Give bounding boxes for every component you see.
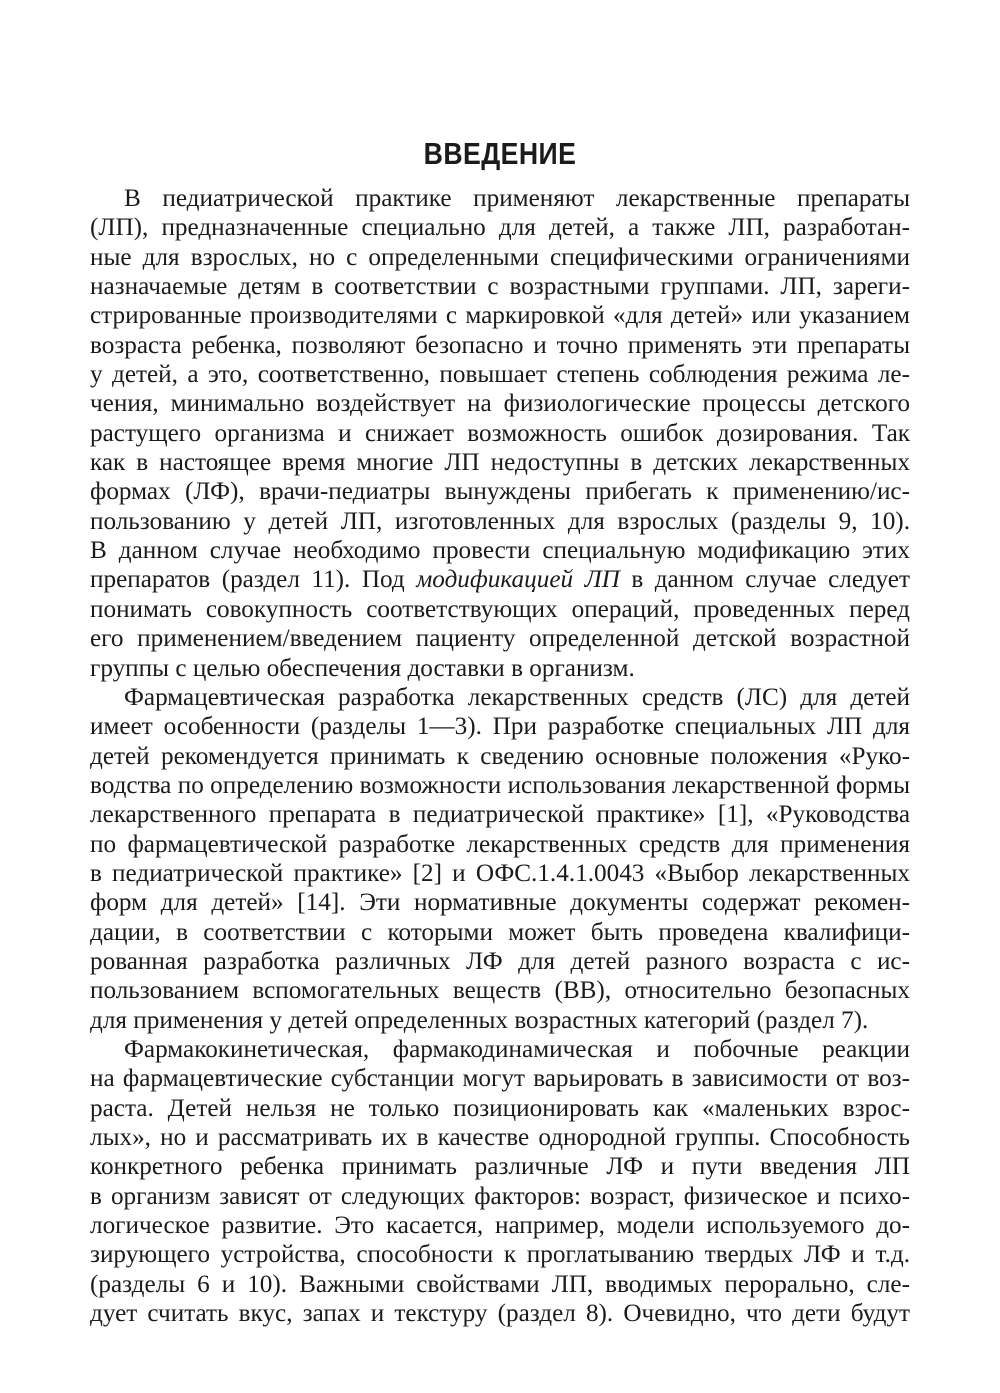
text-line: зирующего устройства, способности к проглатыванию твердых ЛФ и т.д. [90, 1241, 910, 1269]
text-line: чения, минимально воздействует на физиологические процессы детского [90, 390, 910, 418]
text-line: В педиатрической практике применяют лекарственные препараты [124, 185, 910, 212]
text-line: ные для взрослых, но с определенными специфическими ограничениями [90, 243, 910, 271]
emphasized-term: модификацией ЛП [416, 566, 620, 594]
text-line: логическое развитие. Это касается, например, модели используемого до- [90, 1212, 910, 1240]
text-line: детей рекомендуется принимать к сведению основные положения «Руко- [90, 742, 910, 770]
text-line: на фармацевтические субстанции могут варьировать в зависимости от воз- [90, 1065, 910, 1093]
text-line: лых», но и рассматривать их в качестве однородной группы. Способность [90, 1124, 910, 1151]
text-line: группы с целью обеспечения доставки в организм. [90, 654, 635, 682]
text-line: возраста ребенка, позволяют безопасно и точно применять эти препараты [90, 331, 910, 359]
text-line: как в настоящее время многие ЛП недоступны в детских лекарственных [90, 449, 910, 477]
text-run: в данном случае следует [619, 566, 910, 594]
text-line: пользованию у детей ЛП, изготовленных для взрослых (разделы 9, 10). [90, 507, 910, 535]
text-line: назначаемые детям в соответствии с возрастными группами. ЛП, зареги- [90, 273, 910, 301]
text-line: дует считать вкус, запах и текстуру (раздел 8). Очевидно, что дети будут [90, 1300, 910, 1328]
text-line: стрированные производителями с маркировкой «для детей» или указанием [90, 302, 910, 330]
paragraph-2 [90, 683, 910, 1035]
text-line: формах (ЛФ), врачи-педиатры вынуждены прибегать к применению/ис- [90, 478, 910, 506]
text-line: водства по определению возможности использования лекарственной формы [90, 771, 910, 799]
text-line: раста. Детей нельзя не только позиционировать как «маленьких взрос- [90, 1094, 910, 1122]
text-line: В данном случае необходимо провести специальную модификацию этих [90, 537, 910, 565]
text-line: для применения у детей определенных возрастных категорий (раздел 7). [90, 1006, 869, 1034]
text-line: у детей, а это, соответственно, повышает степень соблюдения режима ле- [90, 361, 910, 389]
paragraph-1 [90, 184, 910, 683]
page-title: ВВЕДЕНИЕ [423, 136, 577, 171]
text-line: лекарственного препарата в педиатрической практике» [1], «Руководства [90, 801, 910, 829]
text-line: Фармакокинетическая, фармакодинамическая и побочные реакции [124, 1035, 910, 1063]
text-line: растущего организма и снижает возможность ошибок дозирования. Так [90, 419, 910, 447]
text-line: Фармацевтическая разработка лекарственных средств (ЛС) для детей [124, 683, 910, 711]
text-line: по фармацевтической разработке лекарственных средств для применения [90, 830, 910, 858]
text-line: конкретного ребенка принимать различные ЛФ и пути введения ЛП [90, 1153, 910, 1181]
text-line: пользованием вспомогательных веществ (ВВ), относительно безопасных [90, 977, 910, 1005]
text-run: препаратов (раздел 11). Под [90, 566, 417, 594]
text-line: (ЛП), предназначенные специально для детей, а также ЛП, разработан- [90, 214, 910, 242]
text-line: в организм зависят от следующих факторов: возраст, физическое и психо- [90, 1182, 910, 1210]
text-line: форм для детей» [14]. Эти нормативные документы содержат рекомен- [90, 889, 910, 917]
text-line: в педиатрической практике» [2] и ОФС.1.4.1.0043 «Выбор лекарственных [90, 859, 910, 887]
text-line: (разделы 6 и 10). Важными свойствами ЛП, вводимых перорально, сле- [90, 1270, 910, 1298]
paragraph-3 [90, 1035, 910, 1328]
text-line [90, 565, 910, 594]
text-line: рованная разработка различных ЛФ для детей разного возраста с ис- [90, 947, 910, 975]
body-text [90, 184, 910, 1328]
text-line: дации, в соответствии с которыми может быть проведена квалифици- [90, 918, 910, 946]
text-line: имеет особенности (разделы 1—3). При разработке специальных ЛП для [90, 713, 910, 741]
text-line: его применением/введением пациенту определенной детской возрастной [90, 625, 910, 653]
text-line: понимать совокупность соответствующих операций, проведенных перед [90, 595, 910, 623]
